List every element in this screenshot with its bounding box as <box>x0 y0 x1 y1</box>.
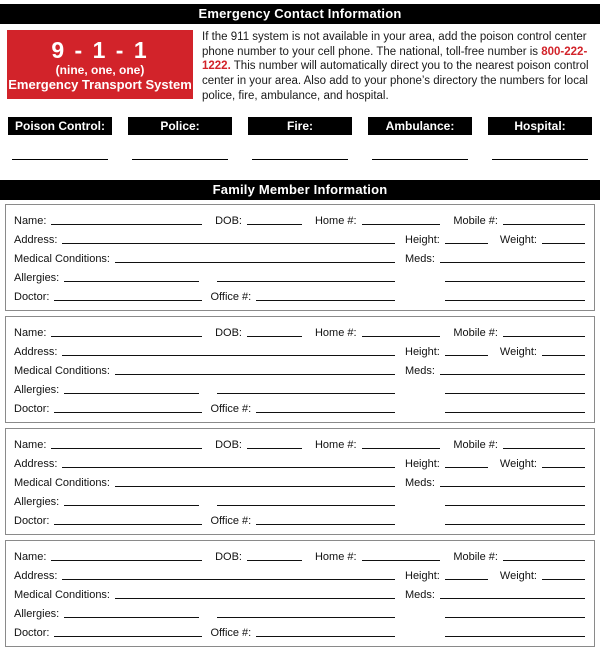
weight-label: Weight: <box>499 457 537 470</box>
emergency-contact-form <box>0 4 600 647</box>
doctor-label: Doctor: <box>14 514 50 527</box>
dob-label: DOB: <box>215 326 242 339</box>
meds-continuation-line-2[interactable] <box>445 636 585 637</box>
medical-conditions-field <box>14 365 395 378</box>
family-member-card <box>5 428 595 535</box>
meds-writein-line[interactable] <box>440 598 585 599</box>
emergency-911-box <box>7 30 193 99</box>
doctor-field <box>14 291 395 304</box>
doctor-label: Doctor: <box>14 290 50 303</box>
height-label: Height: <box>405 457 440 470</box>
mobile-phone-field <box>453 439 585 452</box>
address-writein-line[interactable] <box>62 243 395 244</box>
meds-continuation-line-2[interactable] <box>445 412 585 413</box>
member-row-address <box>14 452 585 471</box>
contact-cell <box>128 159 232 160</box>
meds-continuation-line[interactable] <box>445 393 585 394</box>
name-writein-line[interactable] <box>51 560 202 561</box>
family-member-card <box>5 204 595 311</box>
meds-continuation-group <box>405 617 585 621</box>
name-field <box>14 215 202 228</box>
meds-continuation-line-2[interactable] <box>445 524 585 525</box>
meds-continuation-group <box>405 281 585 285</box>
meds-label: Meds: <box>405 476 435 489</box>
medical-conditions-field <box>14 477 395 490</box>
height-weight-group <box>405 346 585 359</box>
medical-conditions-label: Medical Conditions: <box>14 364 110 377</box>
allergies-field <box>14 384 395 397</box>
medical-conditions-label: Medical Conditions: <box>14 252 110 265</box>
home-phone-label: Home #: <box>314 214 357 227</box>
address-label: Address: <box>14 457 58 470</box>
member-row-doctor <box>14 509 585 528</box>
mobile-phone-writein-line[interactable] <box>503 336 585 337</box>
office-phone-writein-line[interactable] <box>256 524 395 525</box>
dob-writein-line[interactable] <box>247 448 302 449</box>
allergies-field <box>14 608 395 621</box>
name-field <box>14 439 202 452</box>
poison-control-writein-line[interactable] <box>12 159 109 160</box>
home-phone-field <box>315 439 440 452</box>
member-row-allergies <box>14 266 585 285</box>
address-writein-line[interactable] <box>62 355 395 356</box>
name-field <box>14 551 202 564</box>
address-label: Address: <box>14 233 58 246</box>
height-label: Height: <box>405 569 440 582</box>
allergies-label: Allergies: <box>14 271 60 284</box>
intro-section <box>0 30 600 104</box>
office-phone-label: Office #: <box>210 514 252 527</box>
allergies-writein-line[interactable] <box>64 617 199 618</box>
meds-field <box>405 253 585 266</box>
family-member-card <box>5 540 595 647</box>
mobile-phone-label: Mobile #: <box>453 326 498 339</box>
office-phone-label: Office #: <box>210 290 252 303</box>
member-row-medical <box>14 471 585 490</box>
address-field <box>14 346 395 359</box>
allergies-label: Allergies: <box>14 607 60 620</box>
medical-conditions-writein-line[interactable] <box>115 486 395 487</box>
member-row-medical <box>14 359 585 378</box>
contact-cell <box>8 159 112 160</box>
mobile-phone-field <box>453 551 585 564</box>
home-phone-writein-line[interactable] <box>362 448 441 449</box>
meds-continuation-group <box>405 524 585 528</box>
member-row-allergies <box>14 378 585 397</box>
weight-label: Weight: <box>499 233 537 246</box>
name-label: Name: <box>14 550 47 563</box>
meds-field <box>405 477 585 490</box>
contact-label-ambulance: Ambulance: <box>368 117 472 135</box>
hospital-writein-line[interactable] <box>492 159 589 160</box>
doctor-writein-line[interactable] <box>54 412 202 413</box>
dob-writein-line[interactable] <box>247 224 302 225</box>
home-phone-writein-line[interactable] <box>362 336 441 337</box>
contact-label-poison-control: Poison Control: <box>8 117 112 135</box>
height-weight-group <box>405 234 585 247</box>
police-writein-line[interactable] <box>132 159 229 160</box>
weight-writein-line[interactable] <box>542 243 585 244</box>
name-writein-line[interactable] <box>51 224 202 225</box>
home-phone-field <box>315 551 440 564</box>
dob-field <box>215 327 302 340</box>
member-row-medical <box>14 247 585 266</box>
allergies-continuation-line[interactable] <box>217 617 395 618</box>
mobile-phone-writein-line[interactable] <box>503 560 585 561</box>
office-phone-writein-line[interactable] <box>256 636 395 637</box>
doctor-field <box>14 403 395 416</box>
member-row-name <box>14 209 585 228</box>
allergies-continuation-line[interactable] <box>217 505 395 506</box>
mobile-phone-label: Mobile #: <box>453 438 498 451</box>
address-field <box>14 458 395 471</box>
height-writein-line[interactable] <box>445 355 488 356</box>
dob-field <box>215 215 302 228</box>
contact-label-police: Police: <box>128 117 232 135</box>
name-label: Name: <box>14 326 47 339</box>
paragraph-text-before: If the 911 system is not available in your area, add the poison control center phone number to your cell phone. The national, toll-free number is <box>202 31 587 58</box>
office-phone-label: Office #: <box>210 402 252 415</box>
allergies-continuation-line[interactable] <box>217 393 395 394</box>
name-writein-line[interactable] <box>51 336 202 337</box>
meds-continuation-group <box>405 300 585 304</box>
home-phone-field <box>315 215 440 228</box>
meds-writein-line[interactable] <box>440 262 585 263</box>
doctor-writein-line[interactable] <box>54 524 202 525</box>
office-phone-writein-line[interactable] <box>256 412 395 413</box>
meds-continuation-line[interactable] <box>445 505 585 506</box>
ambulance-writein-line[interactable] <box>372 159 469 160</box>
member-row-allergies <box>14 602 585 621</box>
address-field <box>14 234 395 247</box>
height-weight-group <box>405 570 585 583</box>
height-writein-line[interactable] <box>445 467 488 468</box>
family-section-title: Family Member Information <box>212 181 388 197</box>
allergies-continuation-line[interactable] <box>217 281 395 282</box>
doctor-field <box>14 515 395 528</box>
dob-field <box>215 439 302 452</box>
family-members-list <box>0 204 600 647</box>
contact-cell <box>488 159 592 160</box>
doctor-writein-line[interactable] <box>54 636 202 637</box>
dob-writein-line[interactable] <box>247 336 302 337</box>
member-row-name <box>14 433 585 452</box>
allergies-writein-line[interactable] <box>64 281 199 282</box>
height-weight-group <box>405 458 585 471</box>
medical-conditions-writein-line[interactable] <box>115 374 395 375</box>
mobile-phone-writein-line[interactable] <box>503 224 585 225</box>
page-header-bar <box>0 4 600 24</box>
paragraph-text-after: This number will automatically direct you to the nearest poison control center in your area. Also add to your phone’s directory the numbers for local police, fire, ambulance, and hospital. <box>202 60 589 102</box>
height-writein-line[interactable] <box>445 579 488 580</box>
medical-conditions-label: Medical Conditions: <box>14 588 110 601</box>
emergency-transport-caption: Emergency Transport System <box>8 77 192 92</box>
name-writein-line[interactable] <box>51 448 202 449</box>
contact-label-hospital: Hospital: <box>488 117 592 135</box>
address-label: Address: <box>14 345 58 358</box>
meds-label: Meds: <box>405 252 435 265</box>
meds-continuation-line-2[interactable] <box>445 300 585 301</box>
weight-label: Weight: <box>499 345 537 358</box>
medical-conditions-writein-line[interactable] <box>115 598 395 599</box>
home-phone-label: Home #: <box>314 326 357 339</box>
doctor-writein-line[interactable] <box>54 300 202 301</box>
member-row-address <box>14 340 585 359</box>
contact-cell <box>368 159 472 160</box>
meds-field <box>405 365 585 378</box>
member-row-doctor <box>14 621 585 640</box>
mobile-phone-field <box>453 327 585 340</box>
allergies-writein-line[interactable] <box>64 505 199 506</box>
meds-field <box>405 589 585 602</box>
weight-writein-line[interactable] <box>542 579 585 580</box>
dob-label: DOB: <box>215 550 242 563</box>
home-phone-writein-line[interactable] <box>362 224 441 225</box>
address-writein-line[interactable] <box>62 467 395 468</box>
office-phone-label: Office #: <box>210 626 252 639</box>
member-row-allergies <box>14 490 585 509</box>
emergency-contacts-label-row <box>8 117 592 135</box>
name-field <box>14 327 202 340</box>
poison-phone-number: 800-222-1222. <box>202 45 588 73</box>
poison-control-paragraph <box>202 30 593 104</box>
family-member-card <box>5 316 595 423</box>
address-label: Address: <box>14 569 58 582</box>
dob-label: DOB: <box>215 214 242 227</box>
mobile-phone-label: Mobile #: <box>453 550 498 563</box>
meds-continuation-group <box>405 636 585 640</box>
meds-continuation-group <box>405 412 585 416</box>
allergies-field <box>14 272 395 285</box>
meds-continuation-group <box>405 505 585 509</box>
address-field <box>14 570 395 583</box>
member-row-medical <box>14 583 585 602</box>
medical-conditions-writein-line[interactable] <box>115 262 395 263</box>
mobile-phone-field <box>453 215 585 228</box>
dob-field <box>215 551 302 564</box>
allergies-writein-line[interactable] <box>64 393 199 394</box>
meds-writein-line[interactable] <box>440 374 585 375</box>
member-row-name <box>14 545 585 564</box>
meds-label: Meds: <box>405 588 435 601</box>
home-phone-label: Home #: <box>314 438 357 451</box>
mobile-phone-label: Mobile #: <box>453 214 498 227</box>
height-label: Height: <box>405 345 440 358</box>
meds-continuation-group <box>405 393 585 397</box>
mobile-phone-writein-line[interactable] <box>503 448 585 449</box>
meds-writein-line[interactable] <box>440 486 585 487</box>
contact-cell <box>248 159 352 160</box>
nine-one-one-words: (nine, one, one) <box>55 63 145 77</box>
meds-continuation-line[interactable] <box>445 281 585 282</box>
weight-label: Weight: <box>499 569 537 582</box>
member-row-name <box>14 321 585 340</box>
dob-writein-line[interactable] <box>247 560 302 561</box>
meds-label: Meds: <box>405 364 435 377</box>
doctor-label: Doctor: <box>14 402 50 415</box>
height-writein-line[interactable] <box>445 243 488 244</box>
home-phone-label: Home #: <box>314 550 357 563</box>
nine-one-one-number: 9 - 1 - 1 <box>51 37 149 63</box>
home-phone-writein-line[interactable] <box>362 560 441 561</box>
doctor-field <box>14 627 395 640</box>
doctor-label: Doctor: <box>14 626 50 639</box>
member-row-address <box>14 564 585 583</box>
member-row-doctor <box>14 285 585 304</box>
member-row-doctor <box>14 397 585 416</box>
medical-conditions-field <box>14 253 395 266</box>
height-label: Height: <box>405 233 440 246</box>
medical-conditions-label: Medical Conditions: <box>14 476 110 489</box>
address-writein-line[interactable] <box>62 579 395 580</box>
office-phone-writein-line[interactable] <box>256 300 395 301</box>
weight-writein-line[interactable] <box>542 467 585 468</box>
allergies-label: Allergies: <box>14 495 60 508</box>
family-header-bar <box>0 180 600 200</box>
name-label: Name: <box>14 438 47 451</box>
medical-conditions-field <box>14 589 395 602</box>
dob-label: DOB: <box>215 438 242 451</box>
weight-writein-line[interactable] <box>542 355 585 356</box>
allergies-label: Allergies: <box>14 383 60 396</box>
home-phone-field <box>315 327 440 340</box>
emergency-contacts-line-row <box>8 159 592 160</box>
fire-writein-line[interactable] <box>252 159 349 160</box>
page-title: Emergency Contact Information <box>198 6 402 21</box>
contact-label-fire: Fire: <box>248 117 352 135</box>
member-row-address <box>14 228 585 247</box>
name-label: Name: <box>14 214 47 227</box>
meds-continuation-line[interactable] <box>445 617 585 618</box>
allergies-field <box>14 496 395 509</box>
